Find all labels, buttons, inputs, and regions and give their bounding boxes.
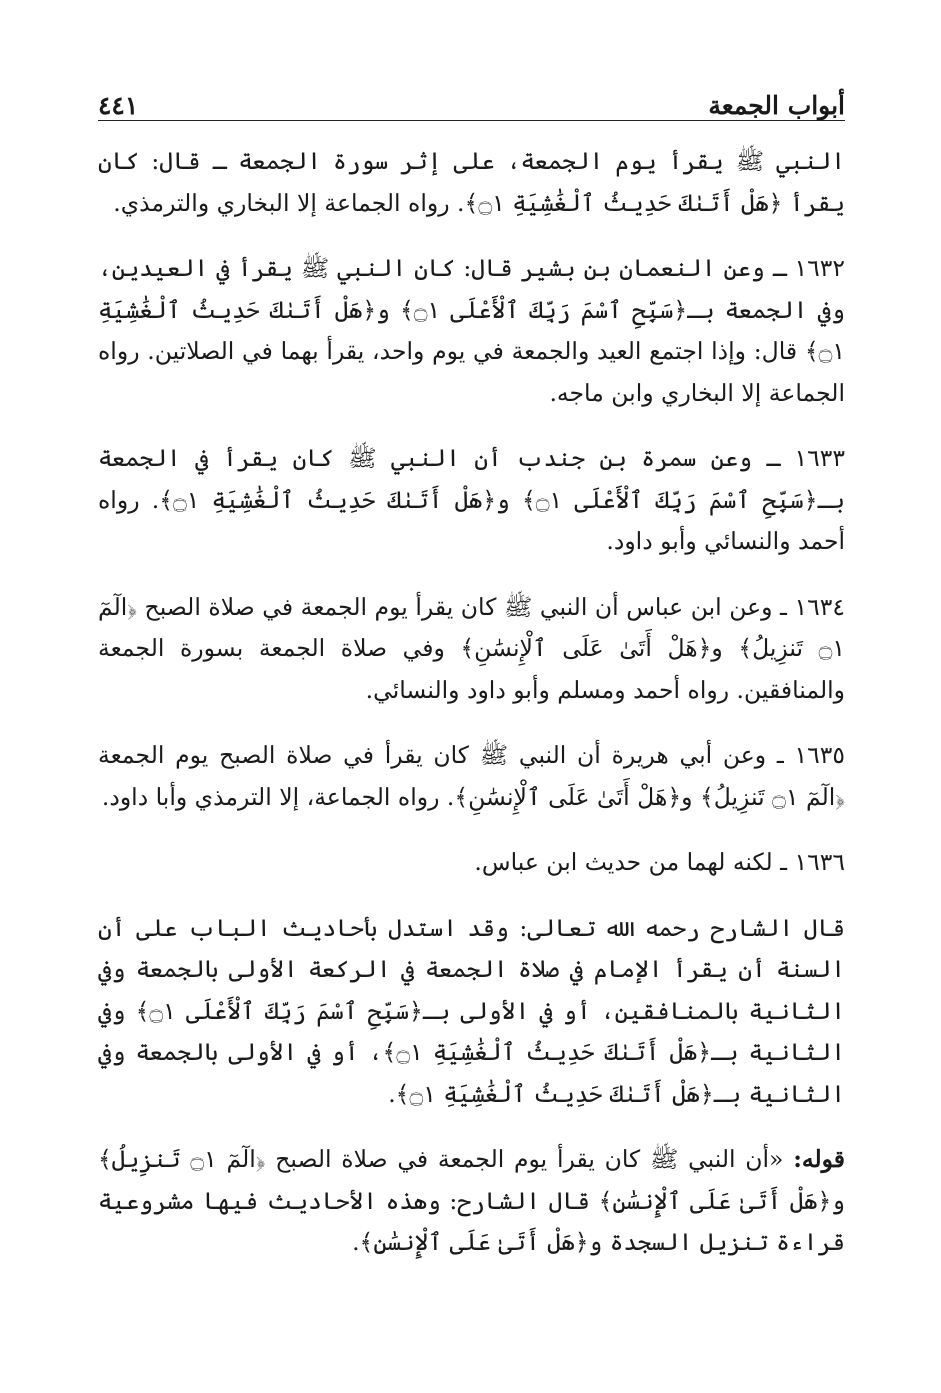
hadith-1635 <box>98 735 845 818</box>
hadith-1634 <box>98 587 845 712</box>
paragraph-text: ١٦٣٤ ـ وعن ابن عباس أن النبي ﷺ كان يقرأ يوم الجمعة في صلاة الصبح ﴿الٓمٓ ۝١ تَنزِيلُ﴾ و﴿هَلْ أَتَىٰ عَلَى ٱلْإِنسَٰنِ﴾ وفي صلاة الجمعة بسورة الجمعة والمنافقين. رواه أحمد ومسلم وأبو داود والنسائي. <box>98 592 845 704</box>
paragraph-text: ١٦٣٥ ـ وعن أبي هريرة أن النبي ﷺ كان يقرأ في صلاة الصبح يوم الجمعة ﴿الٓمٓ ۝١ تَنزِيلُ﴾ و﴿هَلْ أَتَىٰ عَلَى ٱلْإِنسَٰنِ﴾. رواه الجماعة، إلا الترمذي وأبا داود. <box>98 741 845 811</box>
paragraph-text: النبي ﷺ يقرأ يوم الجمعة، على إثر سورة الجمعة ـ قال: كان يقرأ ﴿هَلْ أَتَىٰكَ حَدِيثُ ٱلْغَٰشِيَةِ ۝١﴾. رواه الجماعة إلا البخاري والترمذي. <box>98 147 845 217</box>
paragraph-continuation <box>98 141 845 224</box>
paragraph-text: ١٦٣٦ ـ لكنه لهما من حديث ابن عباس. <box>474 848 845 876</box>
hadith-1633 <box>98 438 845 563</box>
paragraph-lead: قوله: <box>793 1145 845 1173</box>
paragraph-text: ١٦٣٣ ـ وعن سمرة بن جندب أن النبي ﷺ كان يقرأ في الجمعة بـ﴿سَبِّحِ ٱسْمَ رَبِّكَ ٱلْأَعْلَى ۝١﴾ و﴿هَلْ أَتَىٰكَ حَدِيثُ ٱلْغَٰشِيَةِ ۝١﴾. رواه أحمد والنسائي وأبو داود. <box>98 444 846 555</box>
paragraph-text: قال الشارح رحمه الله تعالى: وقد استدل بأحاديث الباب على أن السنة أن يقرأ الإمام في صلاة الجمعة في الركعة الأولى بالجمعة وفي الثانية بالمنافقين، أو في الأولى بـ﴿سَبِّحِ ٱسْمَ رَبِّكَ ٱلْأَعْلَى ۝١﴾ وفي الثانية بـ﴿هَلْ أَتَىٰكَ حَدِيثُ ٱلْغَٰشِيَةِ ۝١﴾، أو في الأولى بالجمعة وفي الثانية بـ﴿هَلْ أَتَىٰكَ حَدِيثُ ٱلْغَٰشِيَةِ ۝١﴾. <box>98 913 846 1108</box>
hadith-1632 <box>98 248 845 414</box>
hadith-1636 <box>98 842 845 884</box>
paragraph-text: «أن النبي ﷺ كان يقرأ يوم الجمعة في صلاة الصبح ﴿الٓمٓ ۝١ تَنزِيلُ﴾ و﴿هَلْ أَتَىٰ عَلَى ٱلْإِنسَٰنِ﴾ قال الشارح: وهذه الأحاديث فيها مشروعية قراءة تنزيل السجدة و﴿هَلْ أَتَىٰ عَلَى ٱلْإِنسَٰنِ﴾. <box>98 1145 845 1256</box>
page-header <box>98 82 845 121</box>
commentary-paragraph <box>98 908 845 1116</box>
running-title: أبواب الجمعة <box>708 91 845 120</box>
commentary-qawluhu <box>98 1139 845 1264</box>
page-number: ٤٤١ <box>98 91 139 120</box>
paragraph-text: ١٦٣٢ ـ وعن النعمان بن بشير قال: كان النبي ﷺ يقرأ في العيدين، وفي الجمعة بـ﴿سَبِّحِ ٱسْمَ رَبِّكَ ٱلْأَعْلَى ۝١﴾ و﴿هَلْ أَتَىٰكَ حَدِيثُ ٱلْغَٰشِيَةِ ۝١﴾ قال: وإذا اجتمع العيد والجمعة في يوم واحد، يقرأ بهما في الصلاتين. رواه الجماعة إلا البخاري وابن ماجه. <box>98 254 845 407</box>
